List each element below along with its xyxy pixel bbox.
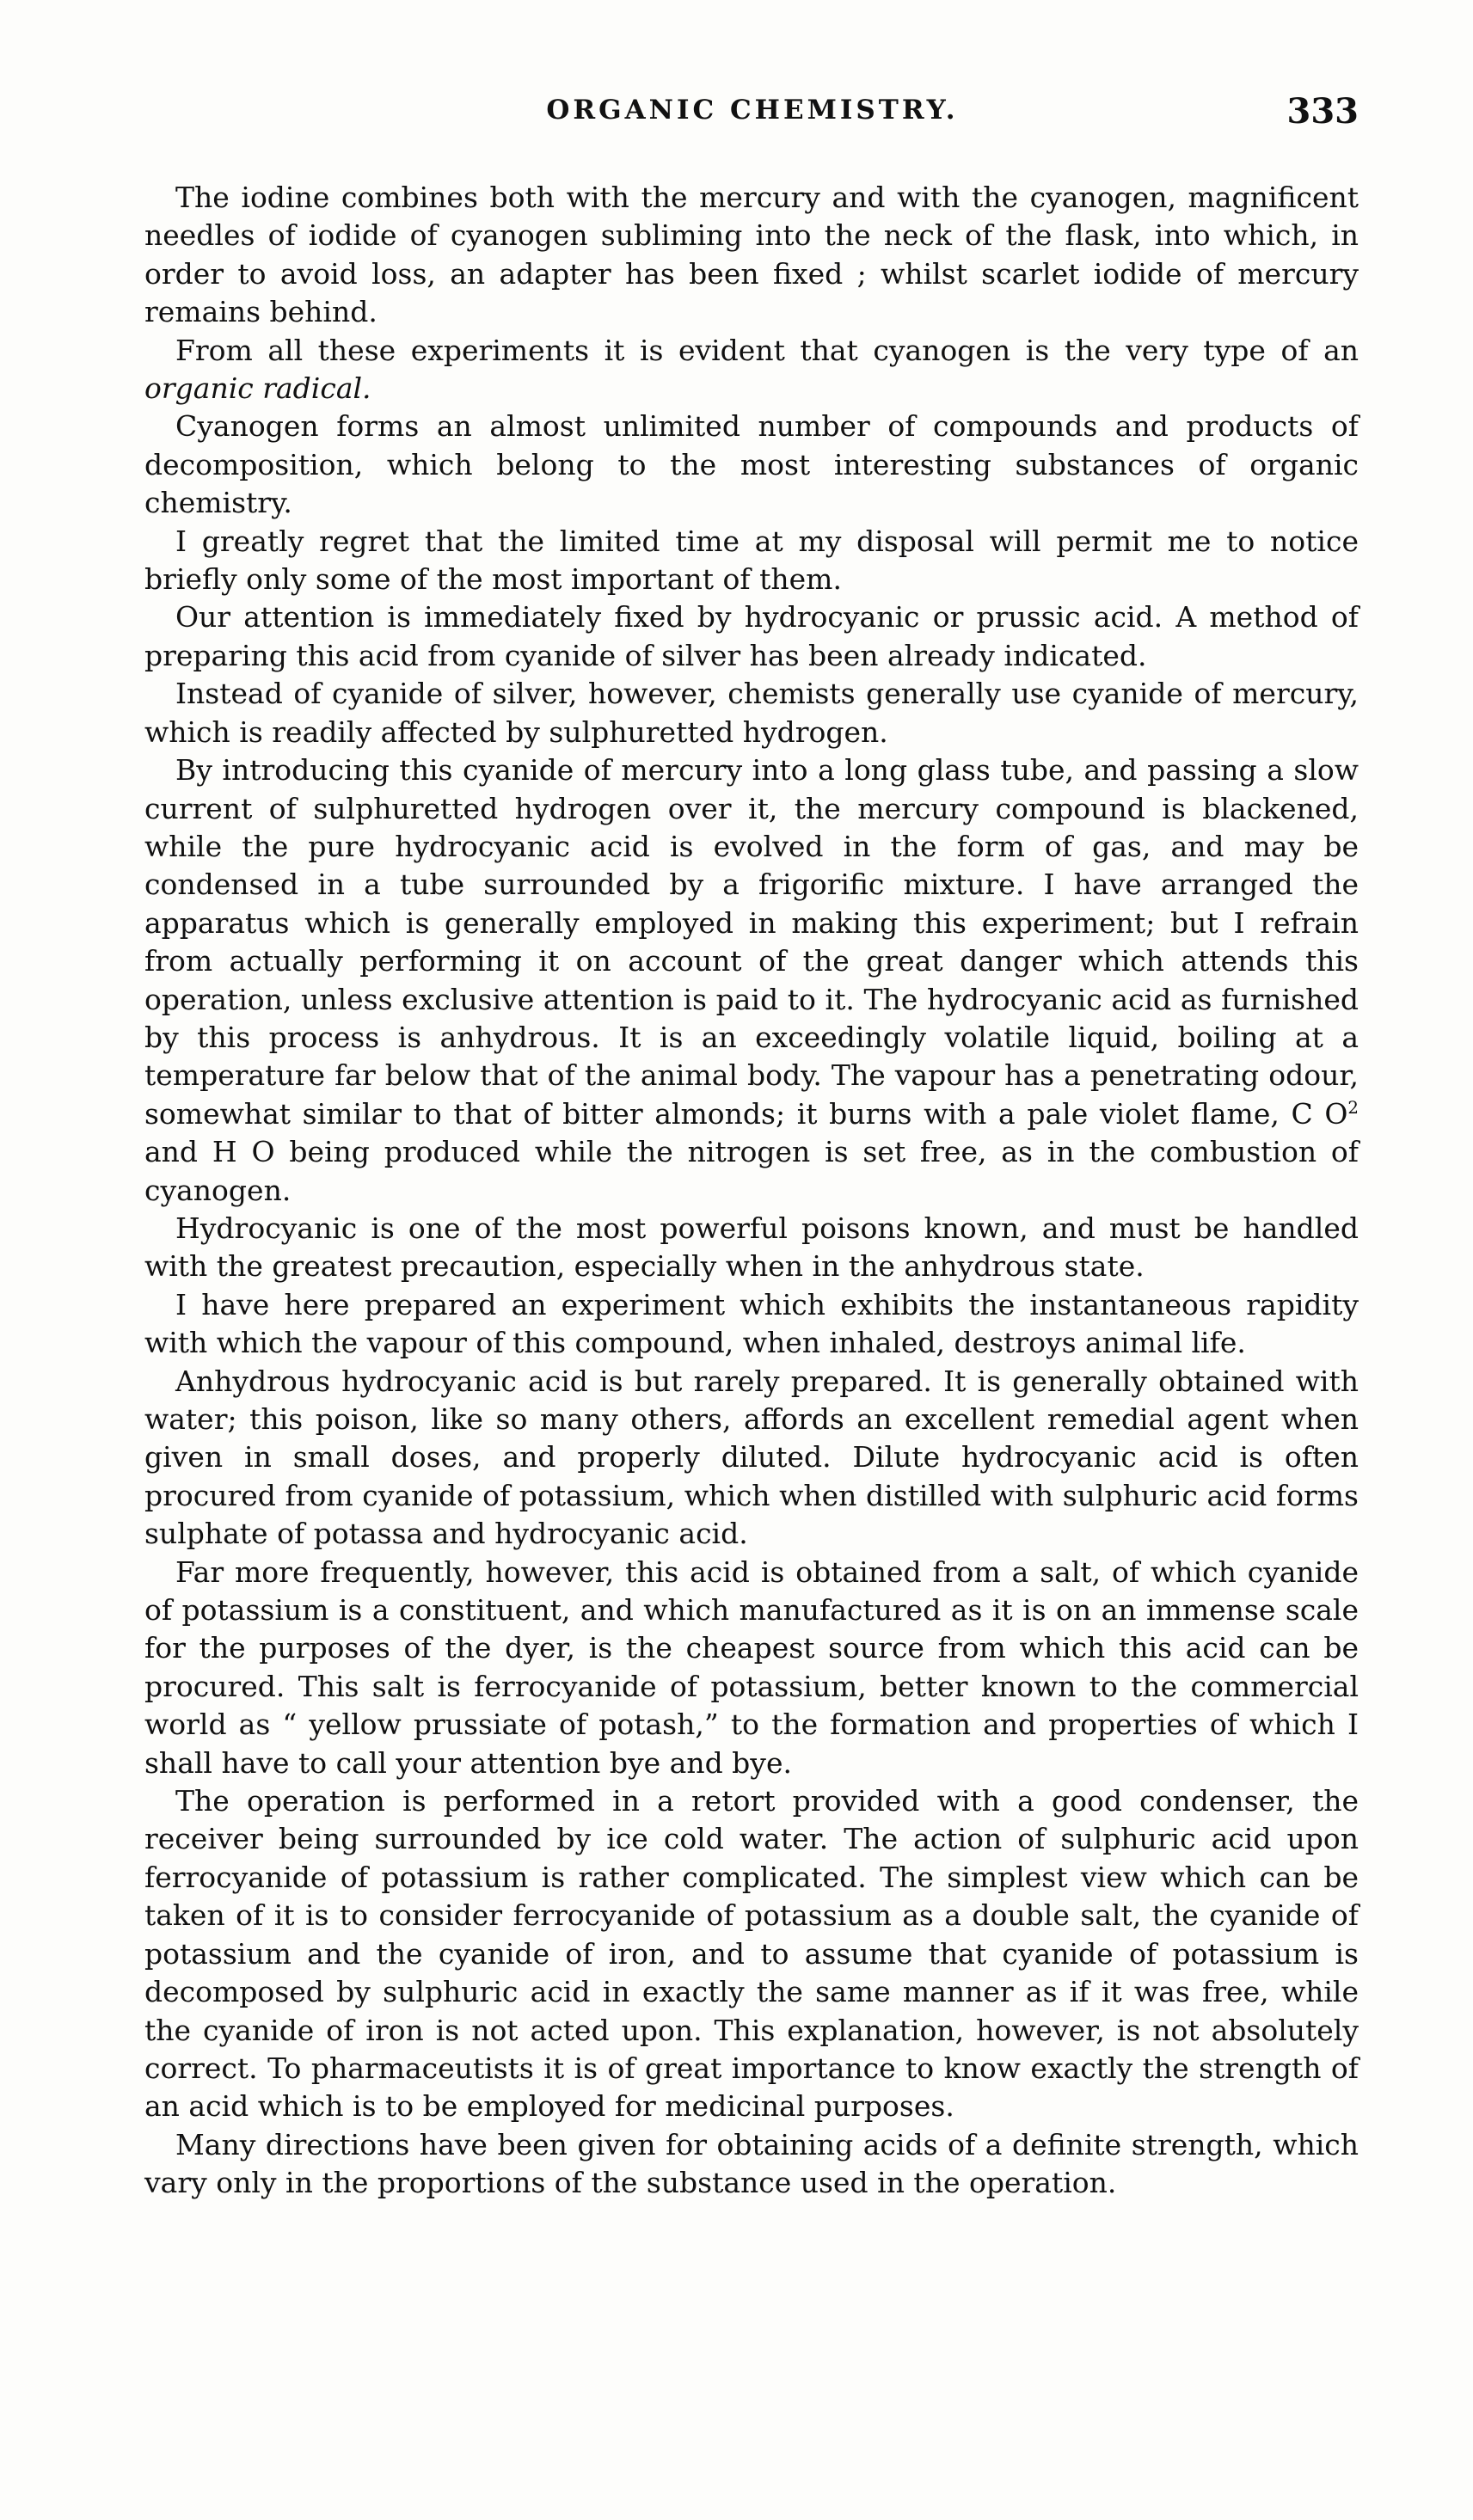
- text-run: By introducing this cyanide of mercury into a long glass tube, and passing a slow current of sulphuretted hydrogen over it, the mercury compound is blackened, while the pure hydrocyanic acid is evolved in the form of gas, and may be condensed in a tube surrounded by a frigorific mixture. I have arranged the apparatus which is generally employed in making this experiment; but I refrain from actually performing it on account of the great danger which attends this operation, unless exclusive attention is paid to it. The hydrocyanic acid as furnished by this process is anhydrous. It is an exceedingly volatile liquid, boiling at a temperature far below that of the animal body. The vapour has a penetrating odour, somewhat similar to that of bitter almonds; it burns with a pale violet flame, C O: [144, 753, 1359, 1131]
- text-run: Anhydrous hydrocyanic acid is but rarely prepared. It is generally obtained with water; this poison, like so many others, affords an excellent remedial agent when given in small doses, and properly diluted. Dilute hydrocyanic acid is often procured from cyanide of potassium, which when distilled with sulphuric acid forms sulphate of potassa and hydrocyanic acid.: [144, 1364, 1359, 1551]
- paragraph-p2: [144, 332, 1359, 408]
- paragraph-p9: [144, 1286, 1359, 1363]
- paragraph-p13: [144, 2126, 1359, 2203]
- text-run: Far more frequently, however, this acid is obtained from a salt, of which cyanide of potassium is a constituent, and which manufactured as it is on an immense scale for the purposes of the dyer, is the cheapest source from which this acid can be procured. This salt is ferrocyanide of potassium, better known to the commercial world as “ yellow prussiate of potash,” to the formation and properties of which I shall have to call your attention bye and bye.: [144, 1554, 1359, 1780]
- body-text: [144, 179, 1359, 2203]
- text-run: Cyanogen forms an almost unlimited number of compounds and products of decomposition, which belong to the most interesting substances of organic chemistry.: [144, 409, 1359, 520]
- page-header: [146, 91, 1359, 146]
- text-run: The iodine combines both with the mercury and with the cyanogen, magnificent needles of iodide of cyanogen subliming into the neck of the flask, into which, in order to avoid loss, an adapter has been fixed ; whilst scarlet iodide of mercury remains behind.: [144, 181, 1359, 329]
- paragraph-p5: [144, 598, 1359, 675]
- paragraph-p8: [144, 1210, 1359, 1286]
- text-run: The operation is performed in a retort provided with a good condenser, the receiver being surrounded by ice cold water. The action of sulphuric acid upon ferrocyanide of potassium is rather complicated. The simplest view which can be taken of it is to consider ferrocyanide of potassium as a double salt, the cyanide of potassium and the cyanide of iron, and to assume that cyanide of potassium is decomposed by sulphuric acid in exactly the same manner as if it was free, while the cyanide of iron is not acted upon. This explanation, however, is not absolutely correct. To pharmaceutists it is of great importance to know exactly the strength of an acid which is to be employed for medicinal purposes.: [144, 1784, 1359, 2124]
- paragraph-p11: [144, 1554, 1359, 1782]
- text-run: and H O being produced while the nitrogen is set free, as in the combustion of cyanogen.: [144, 1135, 1359, 1207]
- text-run: Our attention is immediately fixed by hydrocyanic or prussic acid. A method of preparing this acid from cyanide of silver has been already indicated.: [144, 600, 1359, 672]
- text-run: Hydrocyanic is one of the most powerful poisons known, and must be handled with the greatest precaution, especially when in the anhydrous state.: [144, 1211, 1359, 1284]
- italic-text: organic radical.: [144, 371, 371, 406]
- text-run: I greatly regret that the limited time at my disposal will permit me to notice briefly only some of the most important of them.: [144, 524, 1359, 597]
- running-title: ORGANIC CHEMISTRY.: [546, 95, 959, 126]
- text-run: From all these experiments it is evident that cyanogen is the very type of an: [175, 333, 1359, 367]
- page-number: 333: [1286, 91, 1359, 132]
- paragraph-p4: [144, 523, 1359, 599]
- paragraph-p6: [144, 675, 1359, 751]
- paragraph-p1: [144, 179, 1359, 332]
- paragraph-p10: [144, 1363, 1359, 1554]
- text-run: Instead of cyanide of silver, however, chemists generally use cyanide of mercury, which is readily affected by sulphuretted hydrogen.: [144, 677, 1359, 749]
- superscript: 2: [1347, 1097, 1359, 1118]
- paragraph-p7: [144, 751, 1359, 1210]
- paragraph-p12: [144, 1782, 1359, 2126]
- text-run: Many directions have been given for obtaining acids of a definite strength, which vary only in the proportions of the substance used in the operation.: [144, 2127, 1359, 2200]
- text-run: I have here prepared an experiment which exhibits the instantaneous rapidity with which the vapour of this compound, when inhaled, destroys animal life.: [144, 1287, 1359, 1360]
- paragraph-p3: [144, 408, 1359, 522]
